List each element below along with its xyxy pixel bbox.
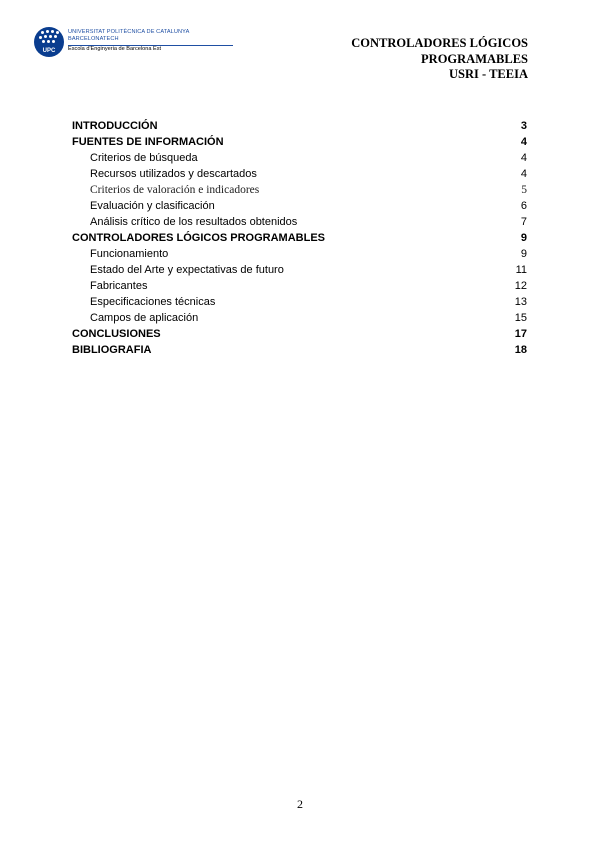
toc-entry-page: 18 bbox=[514, 344, 527, 356]
upc-emblem-icon bbox=[34, 27, 64, 57]
toc-entry[interactable] bbox=[72, 214, 527, 230]
toc-entry[interactable] bbox=[72, 166, 527, 182]
toc-entry[interactable] bbox=[72, 246, 527, 262]
toc-entry-label: Análisis crítico de los resultados obtenidos bbox=[90, 216, 298, 228]
toc-entry[interactable] bbox=[72, 118, 527, 134]
page-number: 2 bbox=[297, 797, 303, 811]
header-title-line-3: USRI - TEEIA bbox=[449, 67, 528, 81]
toc-entry-page: 5 bbox=[521, 184, 527, 196]
toc-entry-label: Recursos utilizados y descartados bbox=[90, 168, 257, 180]
toc-entry[interactable] bbox=[72, 182, 527, 198]
toc-entry-label: Evaluación y clasificación bbox=[90, 200, 215, 212]
toc-entry-label: CONCLUSIONES bbox=[72, 328, 161, 340]
toc-entry[interactable] bbox=[72, 198, 527, 214]
toc-entry-page: 13 bbox=[514, 296, 527, 308]
logo-school-name: Escola d'Enginyeria de Barcelona Est bbox=[68, 46, 162, 52]
toc-entry[interactable] bbox=[72, 278, 527, 294]
table-of-contents bbox=[72, 118, 527, 358]
toc-entry-label: BIBLIOGRAFIA bbox=[72, 344, 152, 356]
toc-entry-label: Especificaciones técnicas bbox=[90, 296, 216, 308]
toc-entry-label: Funcionamiento bbox=[90, 248, 169, 260]
toc-entry[interactable] bbox=[72, 262, 527, 278]
toc-entry-label: Campos de aplicación bbox=[90, 312, 199, 324]
toc-entry-page: 9 bbox=[520, 232, 527, 244]
document-header-title bbox=[351, 36, 528, 83]
toc-entry[interactable] bbox=[72, 294, 527, 310]
toc-entry-label: FUENTES DE INFORMACIÓN bbox=[72, 136, 224, 148]
toc-entry-page: 9 bbox=[520, 248, 527, 260]
header-title-line-2: PROGRAMABLES bbox=[421, 51, 528, 66]
toc-entry-page: 3 bbox=[520, 120, 527, 132]
toc-entry-label: Estado del Arte y expectativas de futuro bbox=[90, 264, 284, 276]
toc-entry-label: Criterios de búsqueda bbox=[90, 152, 198, 164]
toc-entry-page: 12 bbox=[514, 280, 527, 292]
toc-entry-page: 4 bbox=[520, 136, 527, 148]
toc-entry-page: 15 bbox=[514, 312, 527, 324]
toc-entry-label: INTRODUCCIÓN bbox=[72, 120, 158, 132]
toc-entry[interactable] bbox=[72, 134, 527, 150]
toc-entry[interactable] bbox=[72, 230, 527, 246]
logo-university-name: UNIVERSITAT POLITÈCNICA DE CATALUNYA bbox=[68, 29, 190, 35]
upc-emblem-text: UPC bbox=[42, 48, 56, 54]
toc-entry-page: 4 bbox=[520, 152, 527, 164]
toc-entry[interactable] bbox=[72, 326, 527, 342]
toc-entry-label: CONTROLADORES LÓGICOS PROGRAMABLES bbox=[72, 232, 326, 244]
toc-entry-page: 7 bbox=[520, 216, 527, 228]
upc-logo bbox=[34, 27, 209, 63]
toc-entry-page: 4 bbox=[520, 168, 527, 180]
toc-entry-label: Fabricantes bbox=[90, 280, 148, 292]
logo-tagline: BARCELONATECH bbox=[68, 36, 119, 42]
toc-entry[interactable] bbox=[72, 150, 527, 166]
toc-entry-page: 17 bbox=[514, 328, 527, 340]
toc-entry-page: 11 bbox=[515, 264, 527, 276]
toc-entry[interactable] bbox=[72, 310, 527, 326]
toc-entry[interactable] bbox=[72, 342, 527, 358]
toc-entry-page: 6 bbox=[520, 200, 527, 212]
logo-divider bbox=[68, 45, 233, 46]
toc-entry-label: Criterios de valoración e indicadores bbox=[90, 184, 260, 196]
logo-text bbox=[68, 29, 189, 53]
header-title-line-1: CONTROLADORES LÓGICOS bbox=[351, 36, 528, 50]
